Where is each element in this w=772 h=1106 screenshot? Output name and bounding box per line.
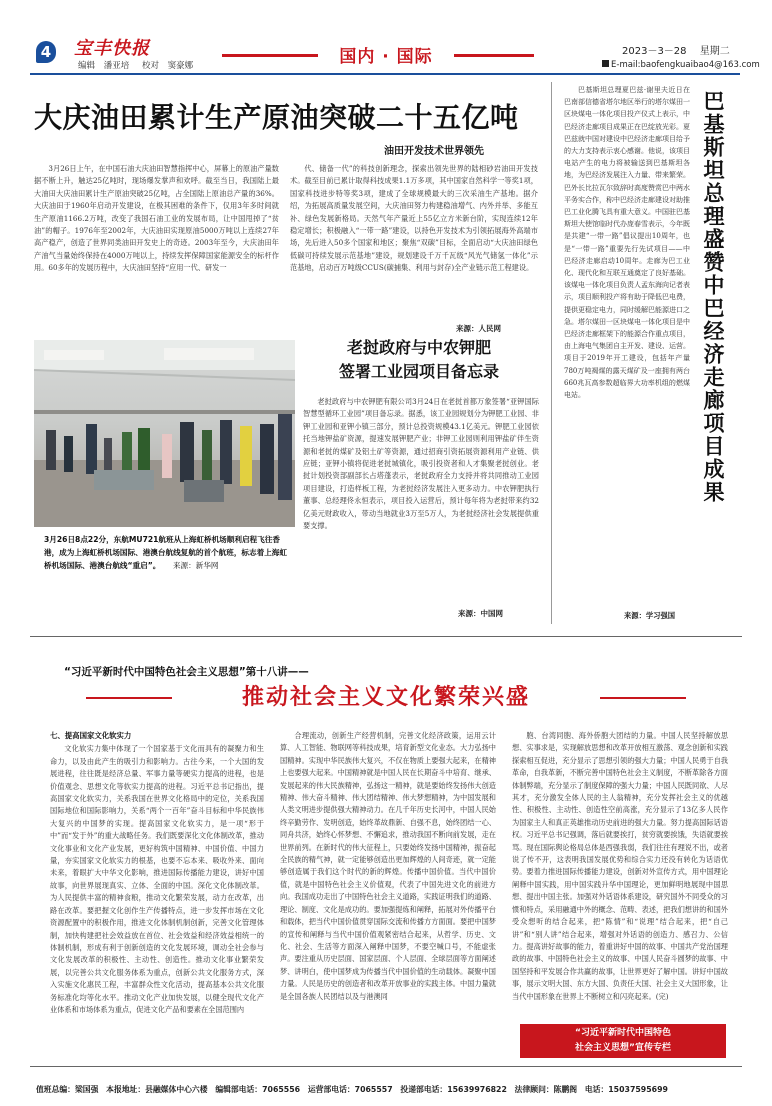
series-kicker: “习近平新时代中国特色社会主义思想”第十八讲—— [64, 666, 309, 678]
lead-body-col1: 3月26日上午，在中国石油大庆油田智慧指挥中心，屏幕上的原油产量数据不断上升，触达25亿吨时，现场爆发掌声和欢呼。截至当日，我国陆上最大油田大庆油田累计生产原油突破25亿吨，占全国陆上原油总产量的36%。大庆油田于1960年启动开发建设，在极其困难的条件下，仅用3年多时间就生产原油1166.2万吨，改变了我国石油工业的发展布局，让中国甩掉了“贫油”的帽子。1976年至2002年，大庆油田实现原油5000万吨以上连续27年高产稳产，创造了世界同类油田开发史上的奇迹。2003年至今，大庆油田年产油气当量始终保持在4000万吨以上，持续发挥保障国家能源安全的标杆作用。60多年的发展历程中，大庆油田坚持“应用一代、研发一 [34, 164, 279, 273]
pakistan-source: 来源：学习强国 [624, 611, 676, 620]
series-body-col3: 胞、台湾同胞、海外侨胞大团结的力量。中国人民坚持解放思想、实事求是，实现解放思想和改革开放相互激荡、观念创新和实践探索相互促进，充分显示了思想引领的强大力量；中国人民勇于自我革命，自我革新，不断完善中国特色社会主义制度，不断革除各方面体制弊端，充分显示了制度保障的强大力量；中国人民既同欲、人尽其才，充分激发全体人民的主人翁精神，充分发挥社会主义的优越性、积极性、主动性、创造性空前高涨，充分显示了13亿多人民作为国家主人和真正英雄推动历史前进的强大力量。努力提高国际话语权。习近平总书记强调，落后就要挨打，贫穷就要挨饿，失语就要挨骂。现在国际舆论格局总体是西强我弱，我们往往有理说不出，或者说了传不开，这表明我国发展优势和综合实力还没有转化为话语优势。要着力推进国际传播能力建设，创新对外宣传方式，用中国理论阐释中国实践，用中国实践升华中国理论，更加鲜明地展现中国思想、提出中国主张。加强对外话语体系建设，研究国外不同受众的习惯和特点，采用融通中外的概念、范畴、表述，把我们想讲的和国外受众想听的结合起来，把“陈情”和“说理”结合起来，把“自己讲”和“别人讲”结合起来，增强对外话语的创造力、感召力、公信力。提高讲好故事的能力，着重讲好中国的故事、中国共产党治国理政的故事、中国特色社会主义的故事、中国人民奋斗圆梦的故事、中国坚持和平发展合作共赢的故事，让世界更好了解中国。讲好中国故事，展示文明大国、东方大国、负责任大国、社会主义大国形象，让当代中国形象在世界上不断树立和闪亮起来。(完) [512, 731, 728, 1001]
right-column-rule [551, 82, 552, 624]
series-title-rule-right [600, 697, 686, 699]
laos-headline: 老挝政府与中农钾肥 签署工业园项目备忘录 [338, 338, 499, 381]
pakistan-headline: 巴基斯坦总理盛赞中巴经济走廊项目成果 [701, 90, 725, 504]
footer-rule [30, 1066, 742, 1067]
airport-scene-illustration [34, 340, 295, 527]
lead-body-col2: 代、储备一代”的科技创新理念，探索出领先世界的陆相砂岩油田开发技术。截至目前已累计取得科技成果1.1万多项，其中国家自然科学一等奖1项，国家科技进步特等奖3项，建成了全球规模最大的三次采油生产基地。据介绍，为拓展高质量发展空间，大庆油田努力构建稳油增气、内外并举、多能互补、绿色发展新格局。天然气年产量近上55亿立方米新台阶，实现连续12年稳定增长；积极融入“一带一路”建设，以持色开发技术为引领拓展海外高端市场，先后进入50多个国家和地区；聚焦“双碳”目标，全面启动“大庆油田绿色低碳可持续发展示范基地”建设，规划建设千万千瓦级“风光气储氢一体化”示范基地，启动百万吨级CCUS(碳捕集、利用与封存)全产业链示范工程建设。 [290, 164, 538, 273]
section-heading: 七、提高国家文化软实力 [50, 731, 132, 740]
lead-subhead: 油田开发技术世界领先 [384, 146, 484, 157]
paper-name: 宝丰快报 [74, 38, 150, 59]
laos-body: 老挝政府与中农钾肥有限公司3月24日在老挝首都万象签署“亚钾国际智慧型循环工业园”项目备忘录。据悉，该工业园规划分为钾肥工业园、非钾工业园和亚钾小镇三部分，预计总投资规模43.1亿美元。钾肥工业园依托当地钾盐矿资源，提速发展钾肥产业；非钾工业园则利用钾盐矿伴生资源和老挝的煤矿及铝土矿等资源，通过招商引资拓展资源利用产业链、供应链；亚钾小镇将促进老挝城镇化，吸引投资者和人才集聚老挝创业。老挝计划投资部副部长占塔蓬表示，老挝政府全力支持并将共同推动工业园项目建设，打造样板工程，为老挝经济发展注入更多动力。中农钾肥执行董事、总经理佟永恒表示，项目投入运营后，预计每年将为老挝带来约32亿美元财政收入，带动当地就业3万至5万人，为老挝经济社会发展提供重要支撑。 [303, 397, 539, 531]
series-title: 推动社会主义文化繁荣兴盛 [241, 684, 530, 710]
pakistan-body: 巴基斯坦总理夏巴兹·谢里夫近日在巴南部信德省塔尔地区举行的塔尔煤田一区块煤电一体化项目投产仪式上表示，中巴经济走廊项目成果正在巴绽放光彩。夏巴兹就中国对建设中巴经济走廊项目给予的大力支持表示衷心感谢。他说，该项目电站产生的电力将被输送到巴基斯坦各地，为巴经济发展注入力量、带来繁荣。巴外长比拉瓦尔致辞时高度赞赏巴中两水平务实合作，称中巴经济走廊建设对助推巴工业化腾飞具有重大意义。中国驻巴基斯坦大使馆临时代办庞春雪表示，今年既是共建“一带一路”倡议提出10周年，也是“一带一路”重要先行先试项目——中巴经济走廊启动10周年。走廊为巴工业化、现代化和互联互通奠定了良好基础。该煤电一体化项目负责人孟东海向记者表示，项目顺利投产将有助于降低巴电费，提供更稳定电力，同时缓解巴能源进口之急。塔尔煤田一区块煤电一体化项目是中巴经济走廊框架下的能源合作重点项目，由上海电气集团自主开发、建设、运营。项目于2019年开工建设，包括年产量780万吨褐煤的露天煤矿及一座拥有两台660兆瓦高参数超临界大功率机组的燃煤电站。 [564, 86, 690, 400]
footer-info: 值班总编：梁国强 本报地址：县融媒体中心六楼 编辑部电话：7065556 运营部电话：7065557 投递部电话：15639976822 法律顾问：陈鹏阁 电话：15037595699 [36, 1085, 668, 1094]
series-promo-box: “习近平新时代中国特色 社会主义思想”宣传专栏 [520, 1024, 726, 1058]
contact-email: E-mail:baofengkuaibao4@163.com [602, 60, 760, 70]
masthead-divider [30, 73, 740, 75]
series-col1-text: 文化软实力集中体现了一个国家基于文化而具有的凝聚力和生命力，以及由此产生的吸引力和影响力。古往今来，一个大国的发展进程，往往既是经济总量、军事力量等硬实力提高的进程，也是价值观念、思想文化等软实力提高的进程。习近平总书记指出，提高国家文化软实力，关系我国在世界文化格局中的定位，关系我国国际地位和国际影响力，关系“两个一百年”奋斗目标和中华民族伟大复兴的中国梦的实现。提高国家文化软实力，是一项“形于中”而“发于外”的重大战略任务。我们既要深化文化体制改革，推动文化事业和文化产业发展，更好构筑中国精神、中国价值、中国力量，夯实国家文化软实力的根基，也要不忘本来、吸收外来、面向未来，着眼扩大中华文化影响，推进国际传播能力建设，讲好中国故事，向世界展现真实、立体、全面的中国。深化文化体制改革。为人民提供丰富的精神食粮，推动文化繁荣发展，动力在改革，出路在改革。要把握文化创作生产传播特点，进一步发挥市场在文化资源配置中的积极作用，推进文化体制机制创新，完善文化管理体制，加快构建把社会效益放在首位、社会效益和经济效益相统一的体制机制，形成有利于创新创造的文化发展环境，调动全社会参与文化发展改革的积极性、主动性、创造性。推动文化事业繁荣发展，以完善公共文化服务体系为重点，创新公共文化服务方式，深入实施文化惠民工程，丰富群众性文化活动，提高基本公共文化服务标准化均等化水平。推动文化产业加快发展，以健全现代文化产业体系和市场体系为重点，促进文化产品和要素在全国范围内 [50, 744, 264, 1014]
page-number-badge [36, 41, 56, 63]
editor-credits: 编辑 潘亚培 校对 窦豪娜 [78, 61, 194, 71]
masthead-rule-left [222, 54, 318, 57]
section-title: 国内 · 国际 [339, 47, 433, 67]
section-divider [30, 636, 742, 637]
photo-caption: 3月26日8点22分，东航MU721航班从上海虹桥机场顺利启程飞往香港，成为上海虹桥机场国际、港澳台航线复航的首个航班，标志着上海虹桥机场国际、港澳台航线“重启”。 来源：新华网 [44, 535, 287, 570]
email-square-icon [602, 60, 609, 67]
series-body-col1 [50, 730, 264, 1045]
photo-source: 来源：新华网 [172, 561, 219, 570]
series-title-rule-left [86, 697, 172, 699]
laos-source: 来源：中国网 [458, 609, 503, 618]
masthead-rule-right [454, 54, 534, 57]
page-number: 4 [40, 43, 52, 61]
series-body-col2: 合理流动，创新生产经营机制，完善文化经济政策，运用云计算、人工智能、物联网等科技成果，培育新型文化业态。大力弘扬中国精神。实现中华民族伟大复兴，不仅在物质上要强大起来，在精神上也要强大起来。中国精神就是中国人民在长期奋斗中培育、继承、发展起来的伟大民族精神，弘扬这一精神，就是要始终发扬伟大创造精神、伟大奋斗精神、伟大团结精神、伟大梦想精神，为中国发展和人类文明进步提供强大精神动力。在几千年历史长河中，中国人民始终辛勤劳作、发明创造，始终革故鼎新、自强不息，始终团结一心、同舟共济，始终心怀梦想、不懈追求，推动我国不断向前发展，走在世界前列。在新时代的伟大征程上，只要始终发扬中国精神，振奋起全民族的精气神，就一定能够创造出更加辉煌的人间奇迹，就一定能够创造属于我们这个时代的新的辉煌。传播中国价值。当代中国价值，就是中国特色社会主义价值观，代表了中国先进文化的前进方向。我国成功走出了中国特色社会主义道路，实践证明我们的道路、理论、制度、文化是成功的。要加强提炼和阐释，拓展对外传播平台和载体，把当代中国价值贯穿国际交流和传播方方面面。要把中国梦的宣传和阐释与当代中国价值观紧密结合起来，从哲学、历史、文化、社会、生活等方面深入阐释中国梦，不要空喊口号，不能虚张声。要注重从历史层面、国家层面、个人层面、全球层面等方面阐述梦、讲明白，使中国梦成为传播当代中国价值的生动载体。凝聚中国力量。人民是历史的创造者和改革开放事业的实践主体。中国力量就是全国各族人民团结以及与港澳同 [280, 731, 496, 1001]
issue-date: 2023－3－28 星期二 [622, 46, 730, 57]
lead-headline: 大庆油田累计生产原油突破二十五亿吨 [34, 101, 519, 134]
lead-source: 来源：人民网 [456, 324, 501, 333]
airport-photo [34, 340, 295, 527]
